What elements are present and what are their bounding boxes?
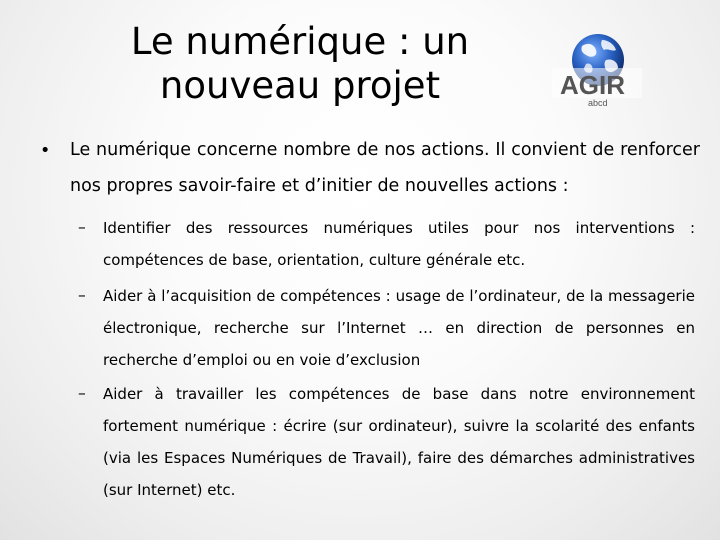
sub-bullet-text-2: Aider à l’acquisition de compétences : usage de l’ordinateur, de la messagerie électronique, recherche sur l’Internet … en direction de personnes en recherche d’emploi ou en voie d’exclusion [103,287,695,369]
bullet-marker: • [40,141,51,161]
logo-text: AGIR [560,70,625,100]
agir-logo [552,32,642,112]
sub-bullet-marker-1: – [78,218,86,236]
sub-bullet-text-3: Aider à travailler les compétences de base dans notre environnement fortement numérique : écrire (sur ordinateur), suivre la scolarité des enfants (via les Espaces Numériques de Travail), faire des démarches administratives (sur Internet) etc. [103,385,695,499]
globe-icon [552,32,642,112]
sub-bullet-text-1: Identifier des ressources numériques utiles pour nos interventions : compétences de base, orientation, culture générale etc. [103,219,695,269]
sub-bullet-marker-2: – [78,286,86,304]
main-bullet-text: Le numérique concerne nombre de nos actions. Il convient de renforcer nos propres savoir-faire et d’initier de nouvelles actions : [70,140,700,196]
sub-bullet-marker-3: – [78,384,86,402]
slide-title-line-2: nouveau projet [159,64,441,107]
slide-title [80,20,520,108]
logo-subtext: abcd [588,98,608,108]
slide-title-line-1: Le numérique : un [130,20,470,63]
